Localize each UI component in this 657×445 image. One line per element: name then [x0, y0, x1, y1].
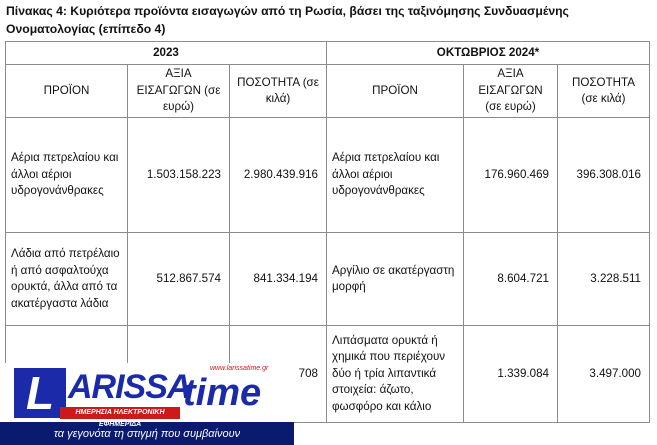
table-caption: Πίνακας 4: Κυριότερα προϊόντα εισαγωγών από τη Ρωσία, βάσει της ταξινόμησης Συνδυασμένης Ονοματολογίας (επίπεδο 4): [6, 4, 569, 36]
larissa-time-logo[interactable]: [0, 363, 294, 445]
year-2023-header: 2023: [6, 42, 327, 65]
quantity-cell: 396.308.016: [558, 118, 650, 233]
value-cell: 1.503.158.223: [128, 118, 230, 233]
table-row: [6, 233, 650, 326]
logo-name: ARISSA: [68, 368, 191, 406]
logo-site: www.larissatime.gr: [210, 365, 269, 372]
value-column-header: ΑΞΙΑ ΕΙΣΑΓΩΓΩΝ (σε ευρώ): [464, 65, 558, 118]
quantity-cell: 3.497.000: [558, 326, 650, 423]
value-cell: 176.960.469: [464, 118, 558, 233]
quantity-column-header: ΠΟΣΟΤΗΤΑ (σε κιλά): [558, 65, 650, 118]
value-cell: 8.604.721: [464, 233, 558, 326]
quantity-cell: 2.980.439.916: [230, 118, 327, 233]
logo-initial: L: [14, 368, 66, 418]
product-cell: Λάδια από πετρέλαιο ή από ασφαλτούχα ορυκτά, άλλα από τα ακατέργαστα λάδια: [6, 233, 128, 326]
quantity-column-header: ΠΟΣΟΤΗΤΑ (σε κιλά): [230, 65, 327, 118]
value-cell: 512.867.574: [128, 233, 230, 326]
quantity-cell: 841.334.194: [230, 233, 327, 326]
product-cell: Αέρια πετρελαίου και άλλοι αέριοι υδρογονάνθρακες: [327, 118, 464, 233]
value-cell: 1.339.084: [464, 326, 558, 423]
logo-slogan: τα γεγονότα τη στιγμή που συμβαίνουν: [53, 428, 241, 440]
year-2024-header: ΟΚΤΩΒΡΙΟΣ 2024*: [327, 42, 650, 65]
quantity-cell: 3.228.511: [558, 233, 650, 326]
product-cell: Αργίλιο σε ακατέργαστη μορφή: [327, 233, 464, 326]
logo-subtitle: ΗΜΕΡΗΣΙΑ ΗΛΕΚΤΡΟΝΙΚΗ ΕΦΗΜΕΡΙΔΑ: [60, 407, 180, 419]
product-column-header: ΠΡΟΪΟΝ: [327, 65, 464, 118]
product-cell: Αέρια πετρελαίου και άλλοι αέριοι υδρογονάνθρακες: [6, 118, 128, 233]
value-column-header: ΑΞΙΑ ΕΙΣΑΓΩΓΩΝ (σε ευρώ): [128, 65, 230, 118]
logo-time: time: [183, 372, 262, 414]
table-row: [6, 118, 650, 233]
quantity-cell: 708: [230, 326, 327, 423]
product-cell: Λιπάσματα ορυκτά ή χημικά που περιέχουν δύο ή τρία λιπαντικά στοιχεία: άζωτο, φωσφόρο και κάλιο: [327, 326, 464, 423]
product-column-header: ΠΡΟΪΟΝ: [6, 65, 128, 118]
